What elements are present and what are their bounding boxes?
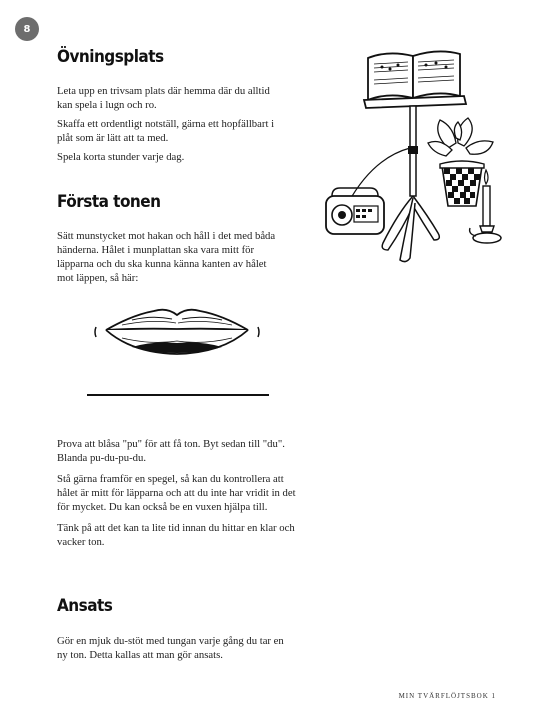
heading-forsta-tonen: Första tonen — [57, 192, 161, 212]
paragraph: Leta upp en trivsam plats där hemma där du alltid kan spela i lugn och ro. — [57, 85, 270, 111]
paragraph: Sätt munstycket mot hakan och håll i det med båda händerna. Hålet i munplattan ska vara mitt för läpparna och du ska kunna känna kanten av hålet mot läppen, så här: — [57, 230, 276, 284]
page-footer: MIN TVÄRFLÖJTSBOK 1 — [398, 692, 496, 700]
paragraph: Prova att blåsa "pu" för att få ton. Byt sedan till "du". Blanda pu-du-pu-du. — [57, 438, 285, 464]
divider-line — [87, 394, 269, 396]
paragraph: Gör en mjuk du-stöt med tungan varje gång du tar en ny ton. Detta kallas att man gör ansats. — [57, 635, 284, 661]
heading-ansats: Ansats — [57, 596, 113, 616]
paragraph: Tänk på att det kan ta lite tid innan du hittar en klar och vacker ton. — [57, 522, 295, 548]
paragraph: Spela korta stunder varje dag. — [57, 151, 185, 163]
heading-ovningsplats: Övningsplats — [57, 47, 164, 67]
practice-corner-illustration — [318, 38, 508, 268]
lips-illustration — [92, 305, 262, 360]
paragraph: Skaffa ett ordentligt notställ, gärna ett hopfällbart i plåt som är lätt att ta med. — [57, 118, 275, 144]
paragraph: Stå gärna framför en spegel, så kan du kontrollera att hålet är mitt för läpparna och att du inte har vridit in det för mycket. Du kan också be en vuxen hjälpa till. — [57, 473, 296, 513]
page-number-badge: 8 — [15, 17, 39, 41]
